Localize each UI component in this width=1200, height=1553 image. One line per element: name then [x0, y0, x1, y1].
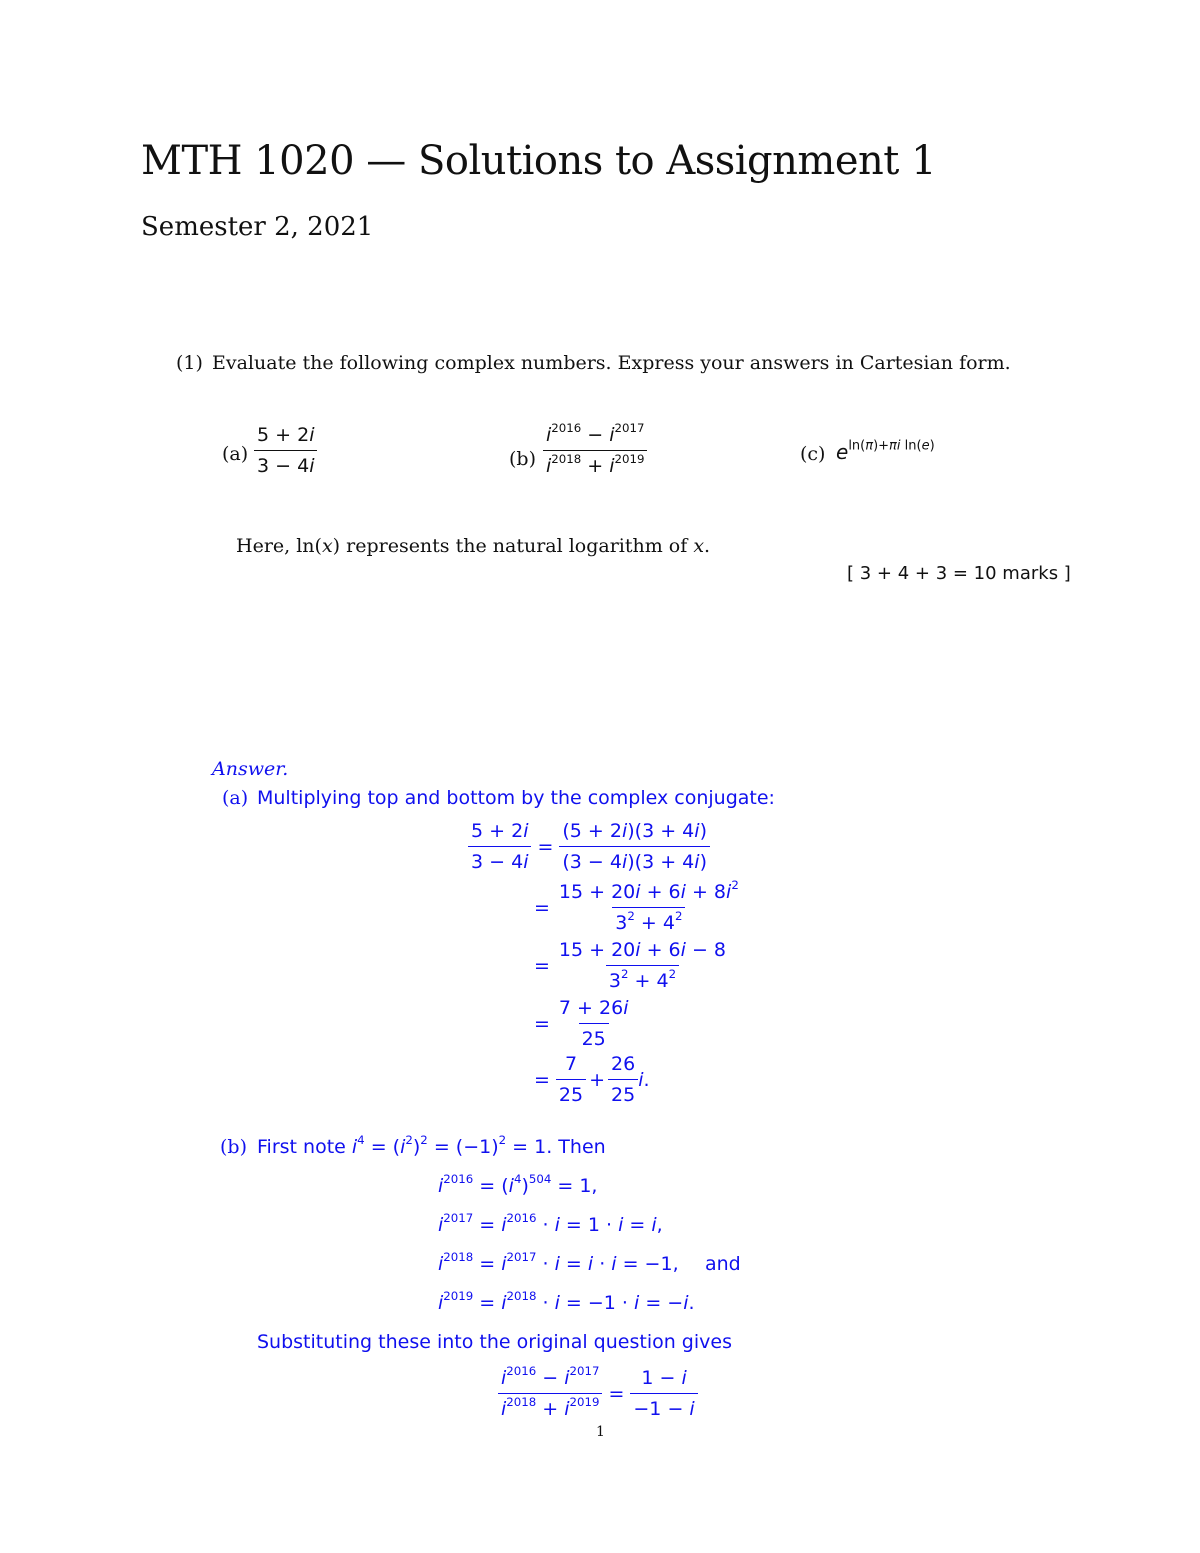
question-part-a-fraction: $\frac{5 + 2i}{3 - 4i}$ — [254, 424, 317, 477]
answer-b-power-2016: $i^{2016} = (i^4)^{504} = 1$, — [438, 1172, 598, 1197]
question-part-b-fraction: $\frac{i^{2016} - i^{2017}}{i^{2018} + i^{2019}}$ — [543, 424, 647, 477]
page-number: 1 — [596, 1424, 605, 1440]
question-prompt: Evaluate the following complex numbers. Express your answers in Cartesian form. — [212, 352, 1011, 374]
answer-b-power-2018: $i^{2018} = i^{2017} \cdot i = i \cdot i = -1$, — [438, 1250, 679, 1275]
question-part-c-label: (c) — [800, 443, 826, 465]
answer-b-and: and — [705, 1253, 741, 1275]
question-part-c-expression: $e^{ln(\pi)+\pi i ln(e)}$ — [836, 438, 935, 464]
answer-heading: Answer. — [212, 758, 289, 780]
question-note: Here, ln(x) represents the natural logarithm of x. — [236, 535, 711, 557]
answer-a-step-1: $\frac{5 + 2i}{3 - 4i}$ = $\frac{(5 + 2i)(3 + 4i)}{(3 - 4i)(3 + 4i)}$ — [468, 820, 710, 873]
answer-b-power-2017: $i^{2017} = i^{2016} \cdot i = 1 \cdot i = i$, — [438, 1211, 663, 1236]
answer-b-final-equation: $\frac{i^{2016} - i^{2017}}{i^{2018} + i^{2019}}$ = $\frac{1 - i}{-1 - i}$ — [498, 1367, 698, 1420]
answer-part-b-label: (b) — [220, 1136, 247, 1158]
answer-a-step-2: = $\frac{15 + 20i + 6i + 8i^2}{3^2 + 4^2}$ — [534, 878, 739, 934]
question-marks: [ 3 + 4 + 3 = 10 marks ] — [847, 563, 1071, 584]
document-title: MTH 1020 — Solutions to Assignment 1 — [141, 138, 937, 184]
answer-a-step-5: = $\frac{7}{25}$ + $\frac{26}{25}$ i . — [534, 1053, 650, 1106]
answer-a-step-3: = $\frac{15 + 20i + 6i - 8}{3^2 + 4^2}$ — [534, 939, 727, 992]
answer-a-step-4: = $\frac{7 + 26i}{25}$ — [534, 997, 629, 1050]
answer-part-a-label: (a) — [222, 787, 249, 809]
answer-part-b-intro: First note $i^4 = (i^2)^2 = (-1)^2 = 1$. Then — [257, 1133, 606, 1158]
question-part-b-label: (b) — [509, 448, 536, 470]
document-subtitle: Semester 2, 2021 — [141, 212, 374, 242]
question-number: (1) — [176, 352, 203, 374]
answer-b-power-2019: $i^{2019} = i^{2018} \cdot i = -1 \cdot i = -i$. — [438, 1289, 695, 1314]
question-part-a-label: (a) — [222, 443, 249, 465]
answer-b-substitution: Substituting these into the original question gives — [257, 1331, 732, 1353]
answer-part-a-intro: Multiplying top and bottom by the complex conjugate: — [257, 787, 775, 809]
